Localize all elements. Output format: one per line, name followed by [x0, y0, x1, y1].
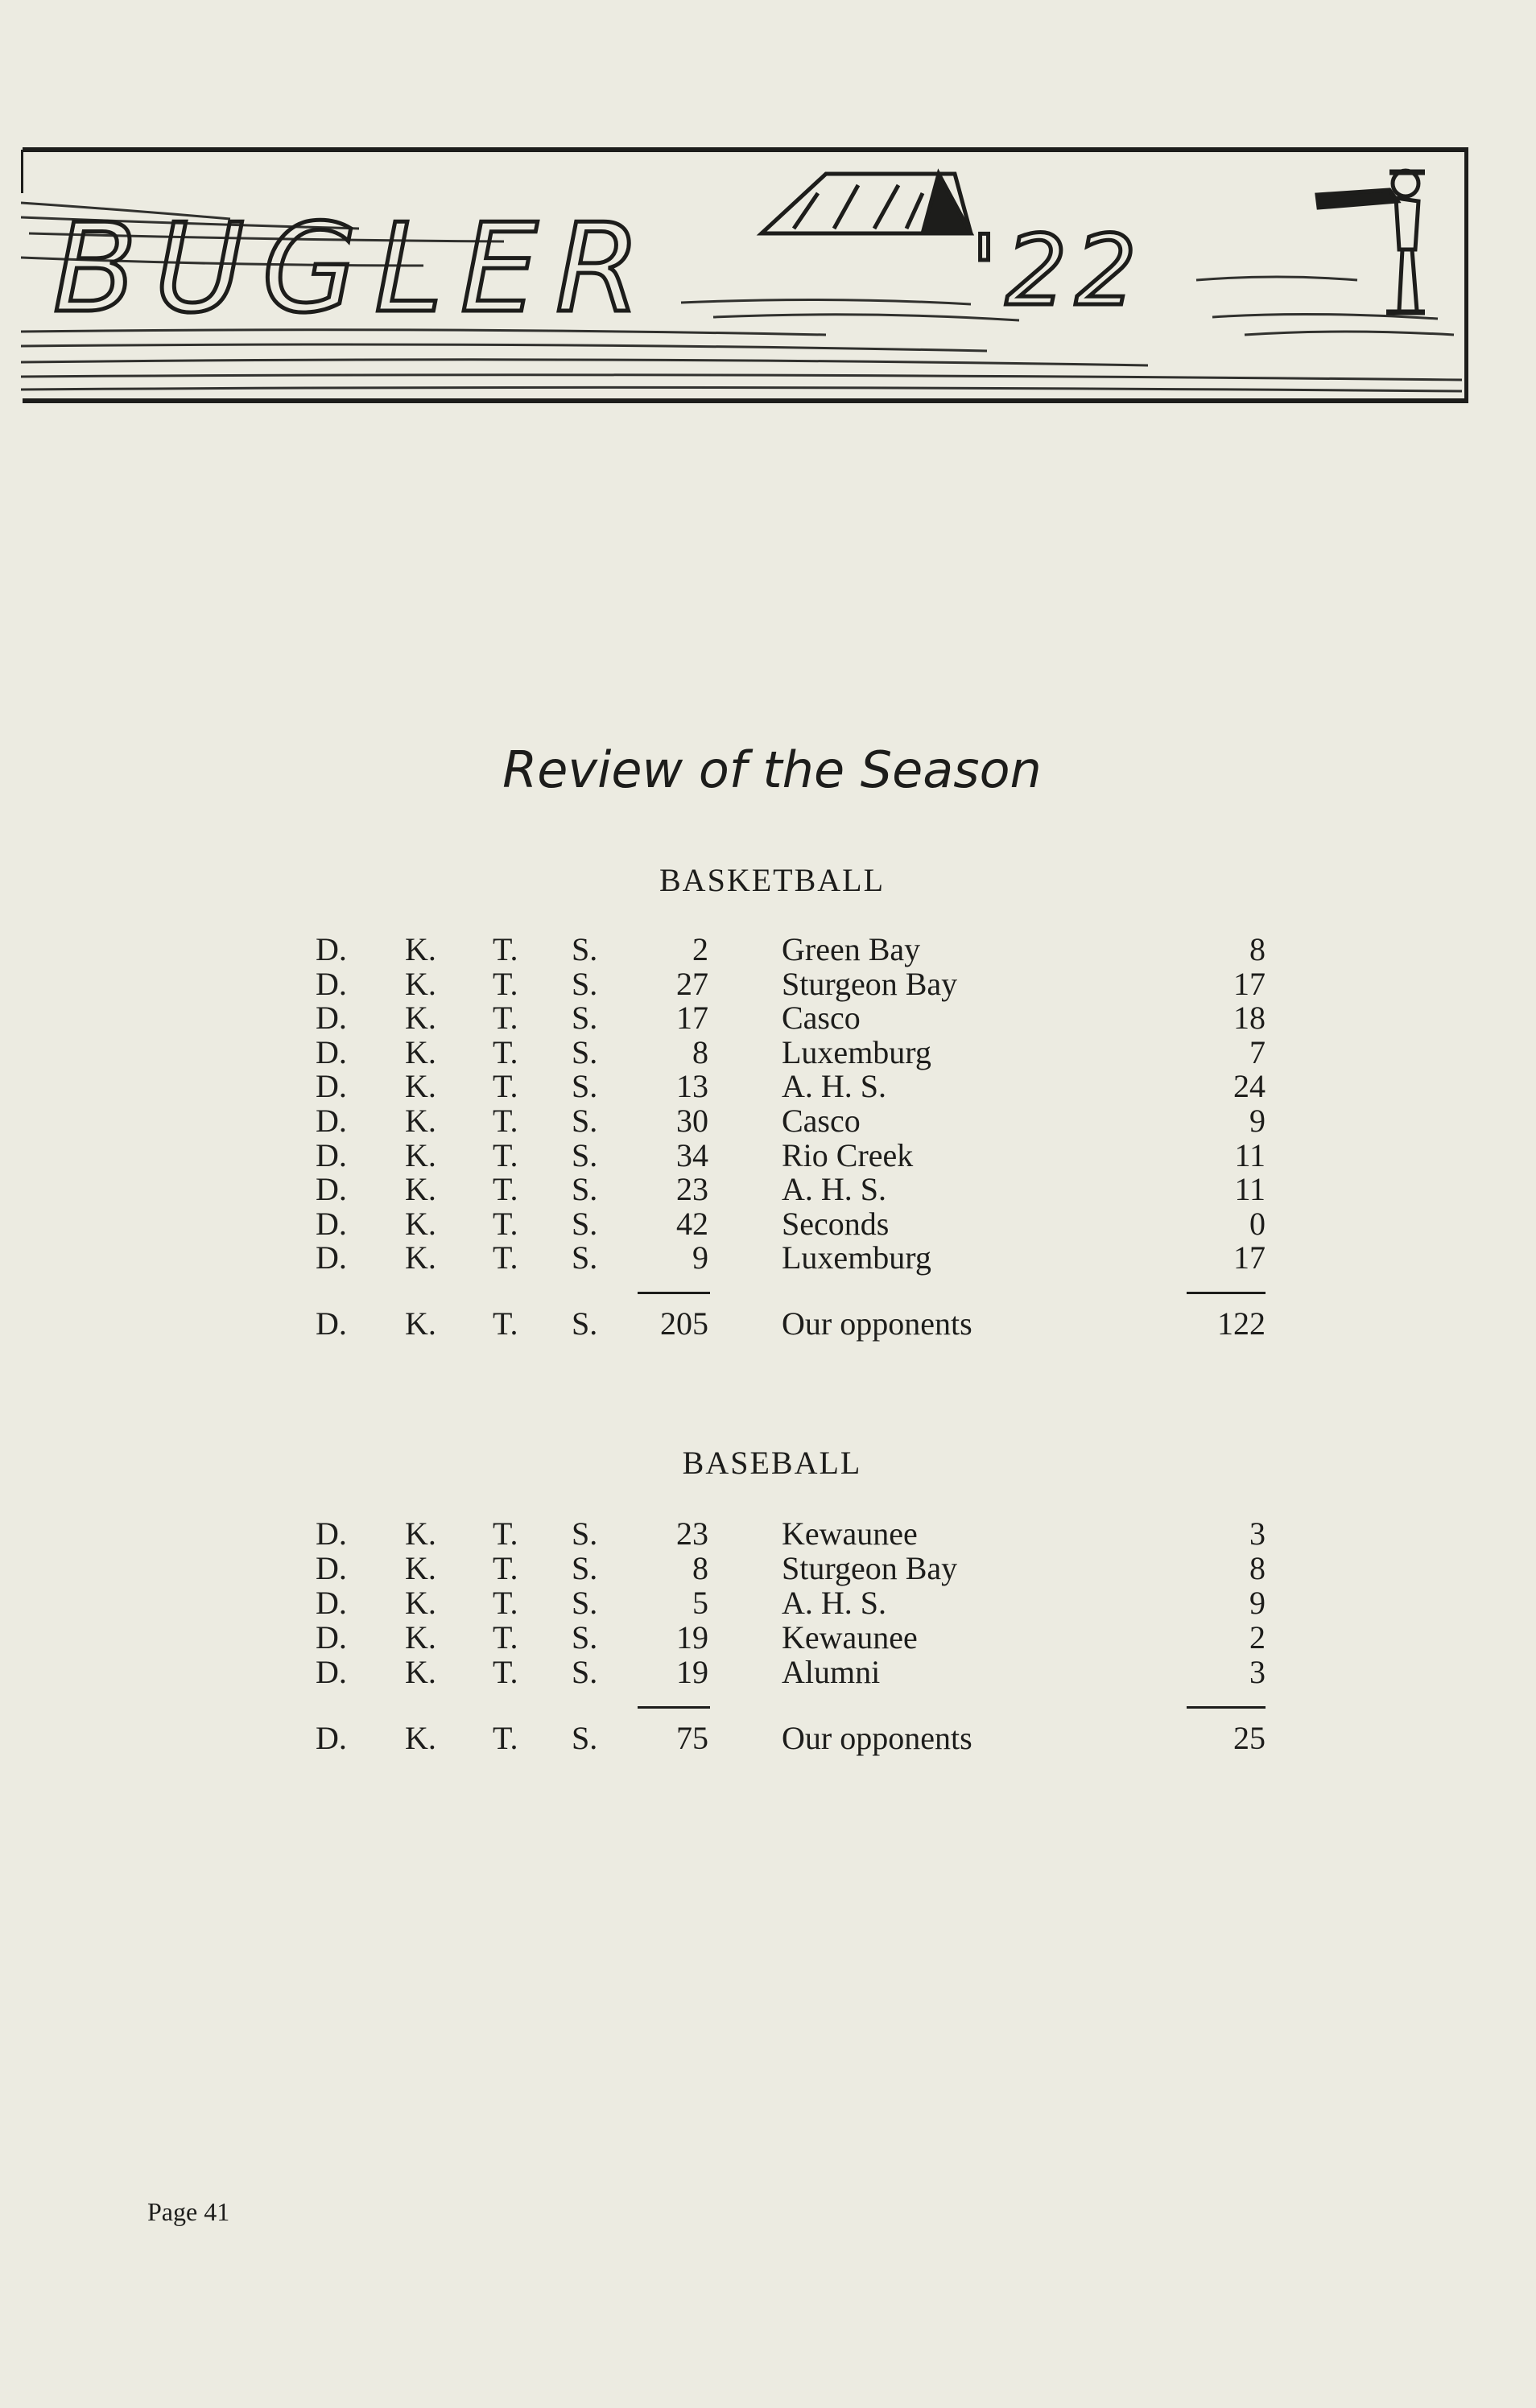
team-label-part: T. — [493, 1619, 518, 1656]
opponent-name: Casco — [782, 1000, 861, 1037]
baseball-title: BASEBALL — [682, 1445, 862, 1481]
tent-icon — [762, 174, 971, 233]
team-label-part: T. — [493, 1103, 518, 1139]
team-label-part: S. — [572, 1239, 598, 1276]
bugler-banner — [21, 145, 1468, 404]
team-label-part: T. — [493, 1171, 518, 1208]
team-label-part: S. — [572, 1550, 598, 1586]
team-label-part: K. — [405, 1550, 436, 1586]
table-row — [0, 1620, 1536, 1656]
opponent-name: A. H. S. — [782, 1068, 887, 1105]
team-label-part: T. — [493, 1654, 518, 1690]
team-score: 5 — [692, 1585, 708, 1621]
team-label-part: S. — [572, 931, 598, 967]
opponent-sum-rule — [1187, 1292, 1266, 1294]
table-row — [0, 1516, 1536, 1552]
opponent-name: Kewaunee — [782, 1515, 918, 1552]
table-row — [0, 1240, 1536, 1276]
team-label-part: S. — [572, 1068, 598, 1105]
team-label-part: S. — [572, 1000, 598, 1037]
team-label-part: K. — [405, 1654, 436, 1690]
team-label-part: T. — [493, 1720, 518, 1756]
team-label-part: S. — [572, 1136, 598, 1173]
team-label-part: S. — [572, 1171, 598, 1208]
team-label-part: S. — [572, 1654, 598, 1690]
opponent-score: 17 — [1233, 965, 1266, 1002]
opponent-score: 18 — [1233, 1000, 1266, 1037]
team-label-part: T. — [493, 1585, 518, 1621]
team-label-part: S. — [572, 1103, 598, 1139]
team-label-part: K. — [405, 1205, 436, 1242]
total-row — [0, 1306, 1536, 1342]
team-label-part: K. — [405, 1720, 436, 1756]
team-label-part: D. — [316, 1305, 347, 1342]
team-score: 19 — [676, 1654, 708, 1690]
team-label-part: S. — [572, 1305, 598, 1342]
opponent-name: Green Bay — [782, 931, 921, 967]
opponent-score: 17 — [1233, 1239, 1266, 1276]
team-label-part: D. — [316, 1205, 347, 1242]
team-score: 17 — [676, 1000, 708, 1037]
team-label-part: T. — [493, 1305, 518, 1342]
opponent-name: Luxemburg — [782, 1239, 931, 1276]
team-label-part: S. — [572, 1720, 598, 1756]
team-label-part: T. — [493, 1205, 518, 1242]
team-label-part: D. — [316, 1033, 347, 1070]
team-label-part: T. — [493, 1515, 518, 1552]
opponent-score: 8 — [1249, 931, 1266, 967]
opponent-name: A. H. S. — [782, 1171, 887, 1208]
team-score: 19 — [676, 1619, 708, 1656]
team-label-part: D. — [316, 965, 347, 1002]
opponent-name: Our opponents — [782, 1720, 972, 1756]
opponent-score: 2 — [1249, 1619, 1266, 1656]
team-score: 8 — [692, 1550, 708, 1586]
team-score: 2 — [692, 931, 708, 967]
banner-title: BUGLER — [53, 197, 659, 340]
team-score: 42 — [676, 1205, 708, 1242]
opponent-score: 0 — [1249, 1205, 1266, 1242]
opponent-name: Sturgeon Bay — [782, 1550, 958, 1586]
opponent-score: 3 — [1249, 1515, 1266, 1552]
table-row — [0, 1585, 1536, 1621]
team-score: 75 — [676, 1720, 708, 1756]
team-label-part: D. — [316, 1550, 347, 1586]
opponent-score: 9 — [1249, 1585, 1266, 1621]
table-row — [0, 1035, 1536, 1070]
banner-year: '22 — [971, 216, 1145, 328]
team-label-part: S. — [572, 965, 598, 1002]
team-label-part: D. — [316, 1515, 347, 1552]
team-label-part: T. — [493, 965, 518, 1002]
team-label-part: D. — [316, 1720, 347, 1756]
page-number: Page 41 — [147, 2197, 230, 2226]
team-label-part: K. — [405, 1305, 436, 1342]
team-score: 13 — [676, 1068, 708, 1105]
team-label-part: K. — [405, 1619, 436, 1656]
table-row — [0, 967, 1536, 1002]
team-score: 27 — [676, 965, 708, 1002]
opponent-score: 9 — [1249, 1103, 1266, 1139]
opponent-score: 24 — [1233, 1068, 1266, 1105]
opponent-score: 3 — [1249, 1654, 1266, 1690]
opponent-name: Casco — [782, 1103, 861, 1139]
team-score: 8 — [692, 1033, 708, 1070]
team-label-part: S. — [572, 1205, 598, 1242]
team-label-part: S. — [572, 1619, 598, 1656]
table-row — [0, 1138, 1536, 1173]
team-label-part: S. — [572, 1033, 598, 1070]
opponent-name: A. H. S. — [782, 1585, 887, 1621]
team-label-part: S. — [572, 1515, 598, 1552]
team-score: 205 — [660, 1305, 708, 1342]
opponent-score: 11 — [1234, 1136, 1266, 1173]
team-label-part: K. — [405, 1171, 436, 1208]
team-label-part: K. — [405, 1000, 436, 1037]
team-label-part: S. — [572, 1585, 598, 1621]
team-label-part: K. — [405, 1068, 436, 1105]
team-label-part: K. — [405, 1515, 436, 1552]
team-label-part: T. — [493, 1550, 518, 1586]
team-label-part: D. — [316, 931, 347, 967]
team-label-part: D. — [316, 1103, 347, 1139]
total-row — [0, 1721, 1536, 1756]
opponent-name: Alumni — [782, 1654, 881, 1690]
opponent-name: Kewaunee — [782, 1619, 918, 1656]
team-label-part: K. — [405, 1136, 436, 1173]
team-label-part: D. — [316, 1171, 347, 1208]
opponent-score: 8 — [1249, 1550, 1266, 1586]
bugler-figure-icon — [1317, 171, 1425, 312]
team-label-part: D. — [316, 1136, 347, 1173]
team-score: 34 — [676, 1136, 708, 1173]
team-label-part: K. — [405, 1239, 436, 1276]
opponent-score: 122 — [1217, 1305, 1266, 1342]
team-label-part: K. — [405, 931, 436, 967]
opponent-sum-rule — [1187, 1706, 1266, 1709]
team-label-part: D. — [316, 1000, 347, 1037]
team-score: 9 — [692, 1239, 708, 1276]
team-score: 30 — [676, 1103, 708, 1139]
team-label-part: D. — [316, 1619, 347, 1656]
opponent-name: Luxemburg — [782, 1033, 931, 1070]
team-label-part: T. — [493, 1000, 518, 1037]
opponent-name: Our opponents — [782, 1305, 972, 1342]
opponent-name: Rio Creek — [782, 1136, 914, 1173]
opponent-score: 7 — [1249, 1033, 1266, 1070]
team-label-part: K. — [405, 1103, 436, 1139]
table-row — [0, 1103, 1536, 1139]
team-label-part: T. — [493, 931, 518, 967]
team-score: 23 — [676, 1515, 708, 1552]
table-row — [0, 1206, 1536, 1242]
table-row — [0, 1655, 1536, 1690]
team-label-part: D. — [316, 1654, 347, 1690]
team-label-part: D. — [316, 1239, 347, 1276]
score-sum-rule — [638, 1292, 710, 1294]
team-label-part: T. — [493, 1239, 518, 1276]
team-label-part: K. — [405, 965, 436, 1002]
basketball-title: BASKETBALL — [659, 862, 885, 898]
page-heading: Review of the Season — [502, 740, 1042, 799]
team-label-part: D. — [316, 1068, 347, 1105]
team-label-part: K. — [405, 1585, 436, 1621]
table-row — [0, 1172, 1536, 1207]
opponent-name: Sturgeon Bay — [782, 965, 958, 1002]
opponent-name: Seconds — [782, 1205, 890, 1242]
table-row — [0, 932, 1536, 967]
team-score: 23 — [676, 1171, 708, 1208]
table-row — [0, 1551, 1536, 1586]
score-sum-rule — [638, 1706, 710, 1709]
table-row — [0, 1069, 1536, 1104]
opponent-score: 11 — [1234, 1171, 1266, 1208]
opponent-score: 25 — [1233, 1720, 1266, 1756]
table-row — [0, 1000, 1536, 1036]
team-label-part: D. — [316, 1585, 347, 1621]
team-label-part: T. — [493, 1068, 518, 1105]
team-label-part: T. — [493, 1033, 518, 1070]
team-label-part: T. — [493, 1136, 518, 1173]
team-label-part: K. — [405, 1033, 436, 1070]
